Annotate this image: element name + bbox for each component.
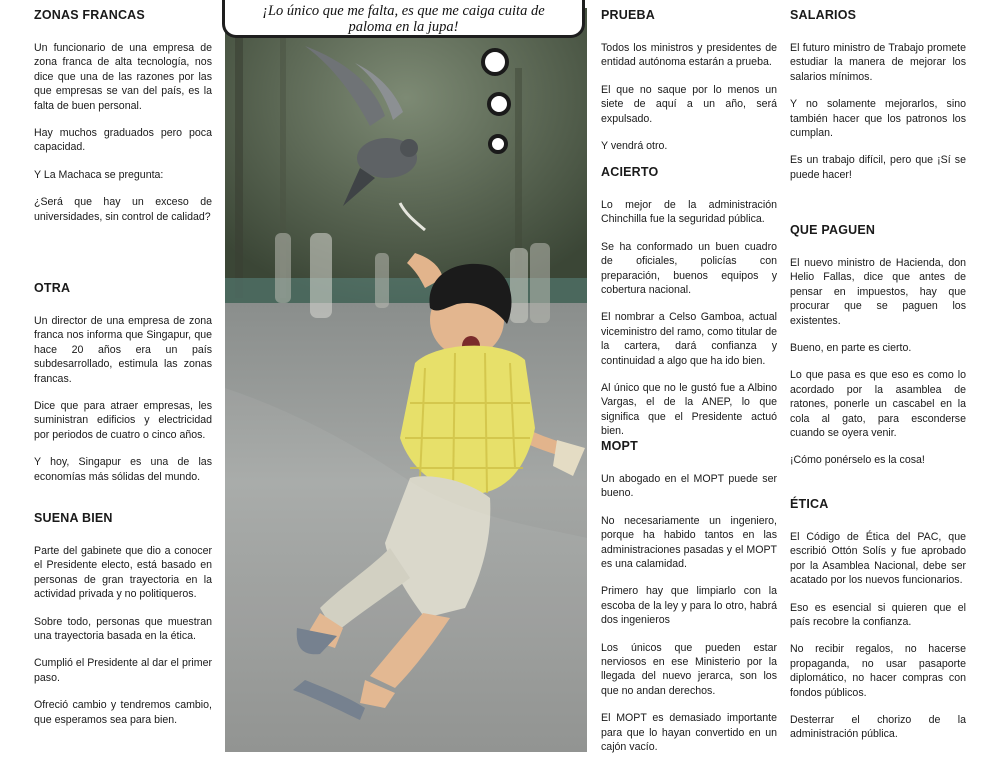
paragraph: Cumplió el Presidente al dar el primer paso. — [34, 657, 212, 684]
section-title: QUE PAGUEN — [790, 223, 876, 237]
paragraph: No necesariamente un ingeniero, porque ha habido tantos en las administraciones pasadas y el MOPT es una calamidad. — [601, 514, 777, 571]
paragraph: Y no solamente mejorarlos, sino también hacer que los patronos los cumplan. — [790, 98, 966, 140]
thought-bubble-small — [488, 134, 508, 154]
section-que-paguen — [790, 222, 966, 481]
paragraph: Sobre todo, personas que muestran una trayectoria basada en la ética. — [34, 615, 212, 643]
paragraph: Es un trabajo difícil, pero que ¡Sí se puede hacer! — [790, 154, 966, 181]
speech-bubble — [222, 0, 585, 38]
paragraph: Dice que para atraer empresas, les suministran edificios y electricidad por periodos de cuatro o cinco años. — [34, 400, 212, 441]
section-body — [34, 314, 212, 484]
boy-chased-by-pigeon-photo — [225, 8, 587, 752]
paragraph: Y vendrá otro. — [601, 140, 668, 153]
paragraph: ¿Será que hay un exceso de universidades, sin control de calidad? — [34, 196, 212, 223]
section-body — [790, 530, 966, 742]
section-salarios — [790, 7, 966, 195]
section-body — [601, 198, 777, 439]
paragraph: Y hoy, Singapur es una de las economías más sólidas del mundo. — [34, 456, 212, 483]
paragraph: Lo mejor de la administración Chinchilla fue la seguridad pública. — [601, 199, 777, 226]
paragraph: ¡Cómo ponérselo es la cosa! — [790, 454, 925, 467]
section-body — [34, 41, 212, 224]
paragraph: Un funcionario de una empresa de zona franca de alta tecnología, nos dice que una de las razones por las que empresas se van del país, es la falta de buen personal. — [34, 42, 212, 112]
section-suena-bien — [34, 510, 212, 740]
section-body — [790, 256, 966, 468]
section-otra — [34, 280, 212, 497]
thought-bubble-large — [481, 48, 509, 76]
paragraph: Eso es esencial si quieren que el país recobre la confianza. — [790, 601, 966, 629]
column-4 — [790, 0, 966, 776]
paragraph: El nuevo ministro de Hacienda, don Helio Fallas, dice que antes de pensar en impuestos, hay que procurar que se paguen los existentes. — [790, 257, 966, 327]
section-body — [601, 472, 777, 755]
paragraph: Bueno, en parte es cierto. — [790, 342, 912, 355]
section-title: MOPT — [601, 439, 638, 453]
section-etica — [790, 496, 966, 755]
paragraph: Primero hay que limpiarlo con la escoba de la ley y para lo otro, habrá dos ingenieros — [601, 585, 777, 627]
speech-line-1: ¡Lo único que me falta, es que me caiga cuita de — [262, 3, 545, 19]
paragraph: El futuro ministro de Trabajo promete estudiar la manera de mejorar los salarios mínimos. — [790, 42, 966, 83]
paragraph: Ofreció cambio y tendremos cambio, que esperamos sea para bien. — [34, 699, 212, 726]
paragraph: Desterrar el chorizo de la administración pública. — [790, 714, 966, 741]
section-prueba — [601, 7, 777, 166]
section-title: ÉTICA — [790, 497, 829, 511]
paragraph: Todos los ministros y presidentes de entidad autónoma estarán a prueba. — [601, 42, 777, 69]
section-mopt — [601, 438, 777, 768]
paragraph: Lo que pasa es que eso es como lo acordado por la asamblea de ratones, ponerle un cascabel en la cola al gato, para esconderse cuando se oyera venir. — [790, 369, 966, 440]
section-title: ZONAS FRANCAS — [34, 8, 145, 22]
paragraph: Un director de una empresa de zona franca nos informa que Singapur, que hace 20 años era un país subdesarrollado, estimula las zonas francas. — [34, 315, 212, 385]
section-title: ACIERTO — [601, 165, 659, 179]
paragraph: Al único que no le gustó fue a Albino Vargas, el de la ANEP, lo que significa que el Presidente actuó bien. — [601, 382, 777, 438]
photo-illustration — [225, 8, 587, 752]
paragraph: El MOPT es demasiado importante para que lo hayan convertido en un cajón vacío. — [601, 712, 777, 754]
paragraph: El nombrar a Celso Gamboa, actual viceministro del ramo, como titular de la cartera, dará confianza y continuidad a algo que ha ido bien. — [601, 311, 777, 367]
paragraph: Se ha conformado un buen cuadro de oficiales, policías con preparación, buenos equipos y cobertura nacional. — [601, 240, 777, 297]
column-3 — [601, 0, 777, 776]
section-body — [790, 41, 966, 182]
section-body — [34, 544, 212, 727]
paragraph: Un abogado en el MOPT puede ser bueno. — [601, 473, 777, 500]
paragraph: Hay muchos graduados pero poca capacidad. — [34, 127, 212, 154]
section-body — [601, 41, 777, 153]
section-acierto — [601, 164, 777, 452]
paragraph: El que no saque por lo menos un siete de aquí a un año, será expulsado. — [601, 83, 777, 125]
paragraph: Y La Machaca se pregunta: — [34, 168, 164, 181]
column-1 — [34, 0, 212, 776]
section-title: PRUEBA — [601, 8, 655, 22]
section-title: OTRA — [34, 281, 71, 295]
section-title: SALARIOS — [790, 8, 857, 22]
section-title: SUENA BIEN — [34, 511, 113, 525]
paragraph: El Código de Ética del PAC, que escribió Ottón Solís y fue aprobado por la Asamblea Nacional, debe ser acatado por los nuevos funcionarios. — [790, 531, 966, 587]
paragraph: No recibir regalos, no hacerse propaganda, no usar pasaporte diplomático, no hacer compras con fondos públicos. — [790, 643, 966, 699]
paragraph: Parte del gabinete que dio a conocer el Presidente electo, está basado en personas de gran trayectoria en la actividad privada y no politiqueros. — [34, 545, 212, 601]
speech-line-2: paloma en la jupa! — [348, 19, 459, 35]
thought-bubble-medium — [487, 92, 511, 116]
paragraph: Los únicos que pueden estar nerviosos en ese Ministerio por la llegada del nuevo jerarca, son los que no andan derechos. — [601, 641, 777, 697]
section-zonas-francas — [34, 7, 212, 237]
